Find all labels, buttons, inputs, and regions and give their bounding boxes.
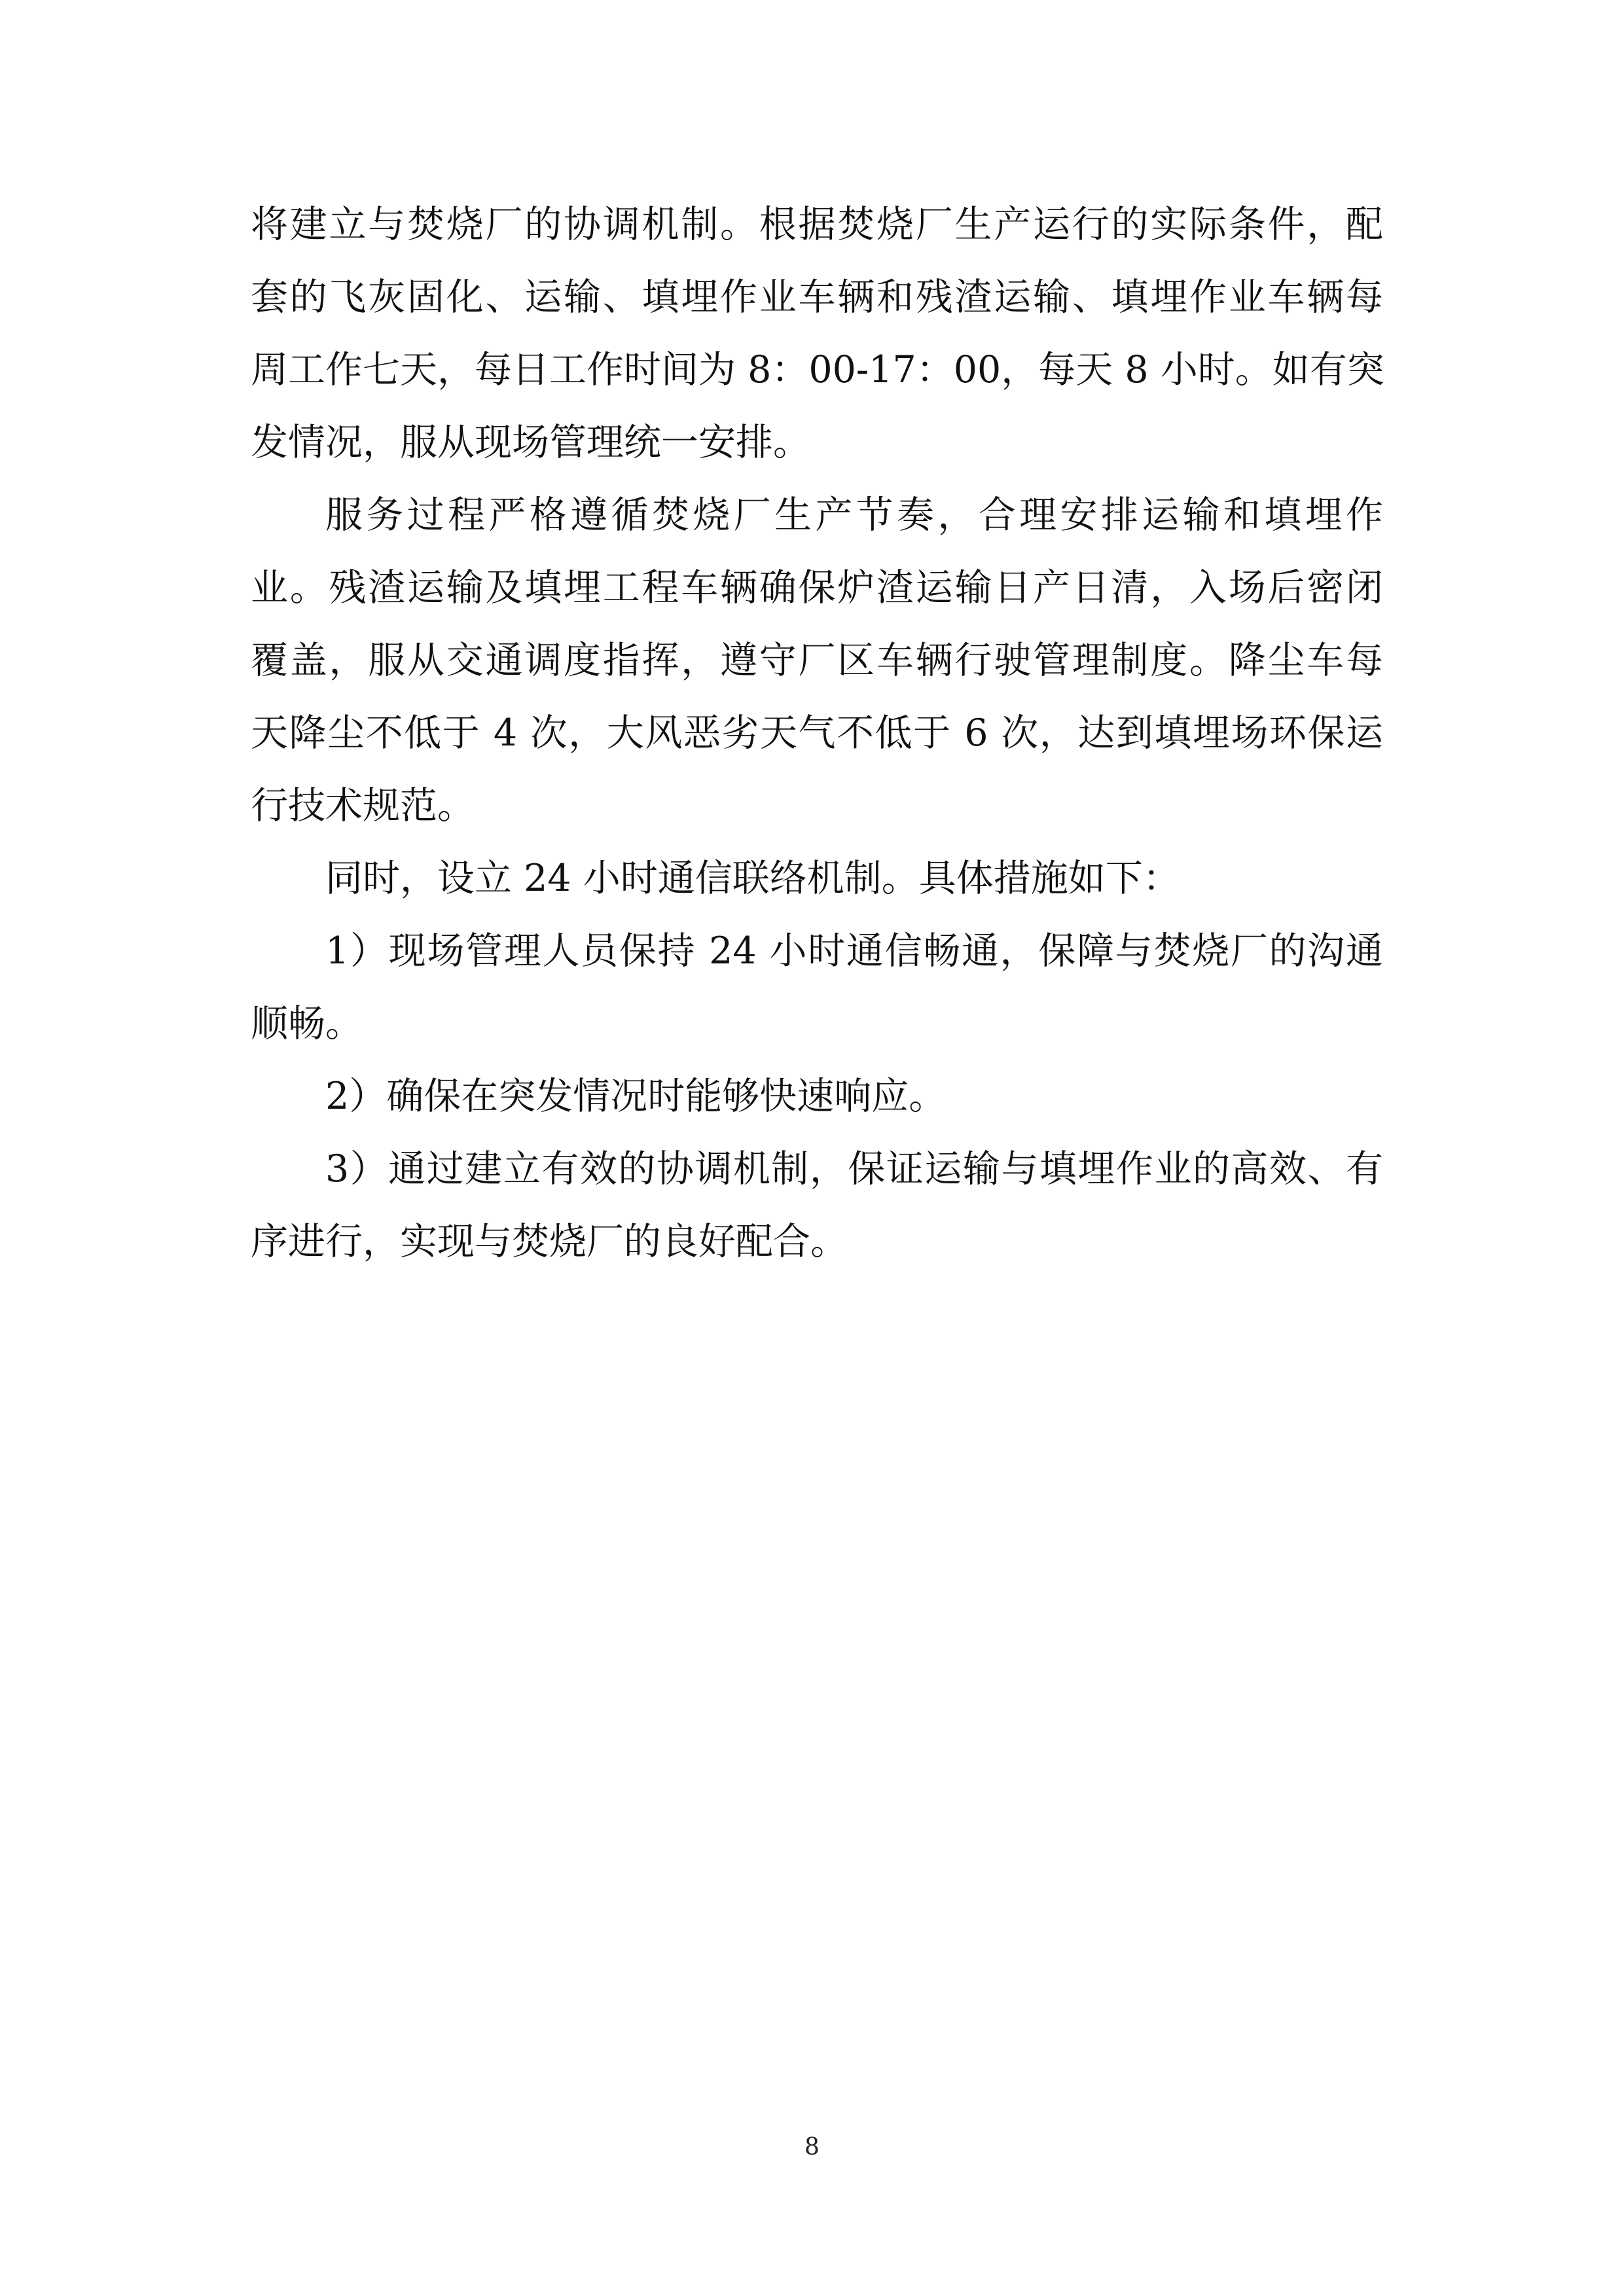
paragraph-line: 套的飞灰固化、运输、填埋作业车辆和残渣运输、填埋作业车辆每: [251, 276, 1383, 319]
paragraph-line: 行技术规范。: [251, 784, 475, 827]
paragraph-line: 业。残渣运输及填埋工程车辆确保炉渣运输日产日清，入场后密闭: [251, 566, 1383, 609]
paragraph-line: 周工作七天，每日工作时间为 8：00-17：00，每天 8 小时。如有突: [251, 348, 1384, 391]
list-item-line: 2）确保在突发情况时能够快速响应。: [325, 1075, 947, 1118]
page-number: 8: [804, 2134, 820, 2161]
paragraph-line: 同时，设立 24 小时通信联络机制。具体措施如下：: [325, 857, 1180, 900]
paragraph-line: 将建立与焚烧厂的协调机制。根据焚烧厂生产运行的实际条件，配: [251, 203, 1383, 246]
list-item-line: 3）通过建立有效的协调机制，保证运输与填埋作业的高效、有: [325, 1147, 1383, 1191]
paragraph-line: 天降尘不低于 4 次，大风恶劣天气不低于 6 次，达到填埋场环保运: [251, 711, 1383, 755]
paragraph-line: 发情况，服从现场管理统一安排。: [251, 421, 810, 464]
list-item-line: 顺畅。: [251, 1002, 363, 1045]
list-item-line: 序进行，实现与焚烧厂的良好配合。: [251, 1220, 848, 1263]
list-item-line: 1）现场管理人员保持 24 小时通信畅通，保障与焚烧厂的沟通: [325, 929, 1383, 973]
paragraph-line: 覆盖，服从交通调度指挥，遵守厂区车辆行驶管理制度。降尘车每: [251, 639, 1383, 682]
paragraph-line: 服务过程严格遵循焚烧厂生产节奏，合理安排运输和填埋作: [325, 493, 1383, 537]
